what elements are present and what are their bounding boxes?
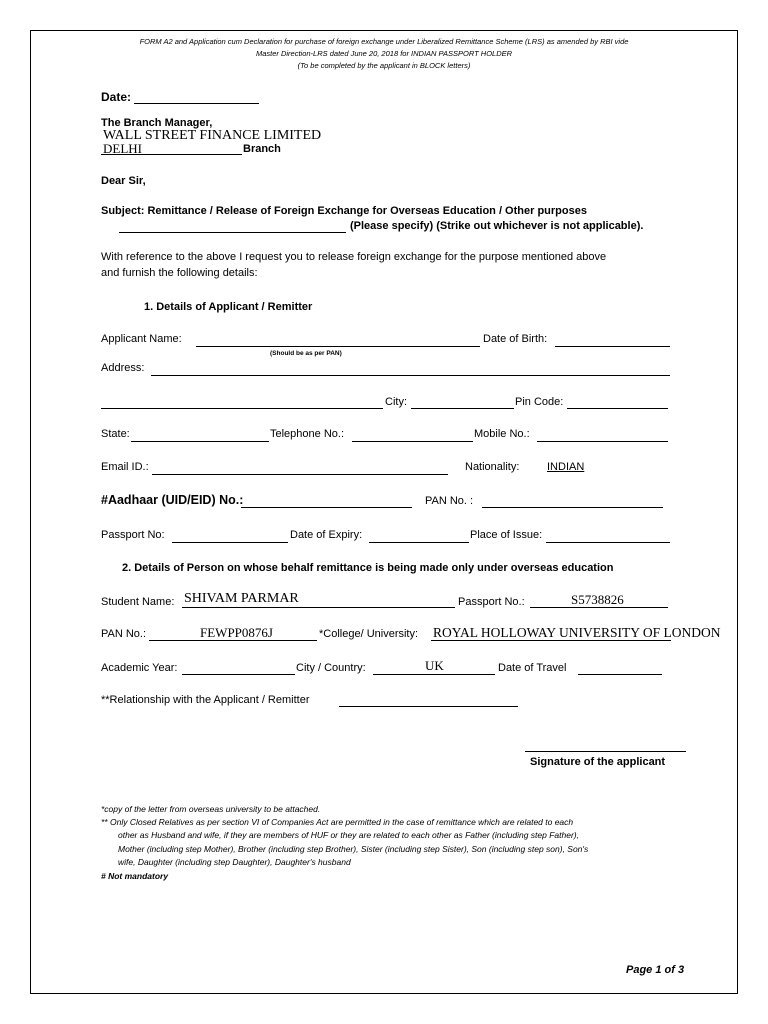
- city-field[interactable]: [411, 408, 514, 409]
- passport-label: Passport No:: [101, 529, 165, 541]
- pan-field[interactable]: [482, 507, 663, 508]
- addressee-title: The Branch Manager,: [101, 117, 213, 129]
- expiry-field[interactable]: [369, 542, 469, 543]
- footnote-relatives-line4: wife, Daughter (including step Daughter), Daughter's husband: [118, 857, 351, 867]
- nationality-value: INDIAN: [547, 461, 585, 473]
- purpose-specify-field[interactable]: [119, 232, 346, 233]
- state-label: State:: [101, 428, 130, 440]
- company-name: WALL STREET FINANCE LIMITED: [103, 128, 322, 143]
- academic-year-field[interactable]: [182, 674, 295, 675]
- student-pan-label: PAN No.:: [101, 628, 147, 640]
- dob-field[interactable]: [555, 346, 670, 347]
- salutation: Dear Sir,: [101, 175, 146, 187]
- applicant-name-label: Applicant Name:: [101, 333, 182, 345]
- form-header-line2: Master Direction-LRS dated June 20, 2018 for INDIAN PASSPORT HOLDER: [255, 49, 513, 58]
- relationship-field[interactable]: [339, 706, 518, 707]
- branch-name: DELHI: [103, 141, 142, 156]
- email-field[interactable]: [152, 474, 448, 475]
- aadhaar-label: #Aadhaar (UID/EID) No.:: [101, 493, 244, 507]
- college-value: ROYAL HOLLOWAY UNIVERSITY OF LONDON: [433, 625, 721, 640]
- place-of-issue-label: Place of Issue:: [470, 529, 543, 541]
- form-header-line3: (To be completed by the applicant in BLOCK letters): [297, 61, 471, 70]
- city-label: City:: [385, 396, 407, 408]
- mobile-label: Mobile No.:: [474, 428, 530, 440]
- student-name-field[interactable]: [182, 607, 455, 608]
- expiry-label: Date of Expiry:: [290, 529, 363, 541]
- student-name-label: Student Name:: [101, 596, 175, 608]
- student-name-value: SHIVAM PARMAR: [184, 591, 299, 606]
- page-number: Page 1 of 3: [626, 964, 685, 976]
- travel-date-field[interactable]: [578, 674, 662, 675]
- footnote-university-letter: *copy of the letter from overseas university to be attached.: [101, 804, 321, 814]
- address-label: Address:: [101, 362, 145, 374]
- city-country-label: City / Country:: [296, 662, 366, 674]
- name-note: (Should be as per PAN): [270, 350, 342, 357]
- footnote-relatives-line2: other as Husband and wife, if they are members of HUF or they are related to each other as Father (including step Father),: [118, 830, 579, 840]
- applicant-name-field[interactable]: [196, 346, 480, 347]
- subject-line1: Subject: Remittance / Release of Foreign Exchange for Overseas Education / Other purposes: [101, 205, 587, 217]
- relationship-label: **Relationship with the Applicant / Remitter: [101, 694, 310, 706]
- pin-field[interactable]: [567, 408, 668, 409]
- student-passport-value: S5738826: [571, 592, 624, 607]
- nationality-label: Nationality:: [465, 461, 520, 473]
- academic-year-label: Academic Year:: [101, 662, 178, 674]
- section2-heading: 2. Details of Person on whose behalf remittance is being made only under overseas education: [122, 562, 614, 574]
- date-label: Date:: [101, 90, 132, 104]
- student-pan-value: FEWPP0876J: [200, 625, 273, 640]
- signature-line[interactable]: [525, 751, 686, 752]
- footnote-relatives-line1: ** Only Closed Relatives as per section VI of Companies Act are permitted in the case of remittance which are related to each: [101, 817, 574, 827]
- telephone-label: Telephone No.:: [270, 428, 344, 440]
- intro-line1: With reference to the above I request you to release foreign exchange for the purpose mentioned above: [101, 251, 607, 263]
- aadhaar-field[interactable]: [241, 507, 412, 508]
- subject-line2: (Please specify) (Strike out whichever is not applicable).: [350, 220, 644, 232]
- section1-heading: 1. Details of Applicant / Remitter: [144, 301, 313, 313]
- signature-label: Signature of the applicant: [530, 756, 666, 768]
- student-passport-label: Passport No.:: [458, 596, 525, 608]
- place-of-issue-field[interactable]: [546, 542, 670, 543]
- passport-field[interactable]: [172, 542, 288, 543]
- footnote-not-mandatory: # Not mandatory: [101, 871, 169, 881]
- state-field[interactable]: [131, 441, 269, 442]
- pan-label: PAN No. :: [425, 495, 474, 507]
- telephone-field[interactable]: [352, 441, 473, 442]
- branch-field[interactable]: [101, 154, 242, 155]
- branch-label: Branch: [243, 143, 281, 155]
- footnote-relatives-line3: Mother (including step Mother), Brother (including step Brother), Sister (including step Sister), Son (including step son), Son's: [118, 844, 589, 854]
- mobile-field[interactable]: [537, 441, 668, 442]
- city-country-value: UK: [425, 658, 444, 673]
- date-field[interactable]: [134, 103, 259, 104]
- email-label: Email ID.:: [101, 461, 149, 473]
- travel-date-label: Date of Travel: [498, 662, 567, 674]
- form-header-line1: FORM A2 and Application cum Declaration for purchase of foreign exchange under Liberalized Remittance Scheme (LRS) as amended by RBI vide: [139, 37, 629, 46]
- intro-line2: and furnish the following details:: [101, 267, 258, 279]
- college-label: *College/ University:: [319, 628, 419, 640]
- address-field-line1[interactable]: [151, 375, 670, 376]
- address-field-line2[interactable]: [101, 408, 383, 409]
- city-country-field[interactable]: [373, 674, 495, 675]
- dob-label: Date of Birth:: [483, 333, 548, 345]
- pin-label: Pin Code:: [515, 396, 564, 408]
